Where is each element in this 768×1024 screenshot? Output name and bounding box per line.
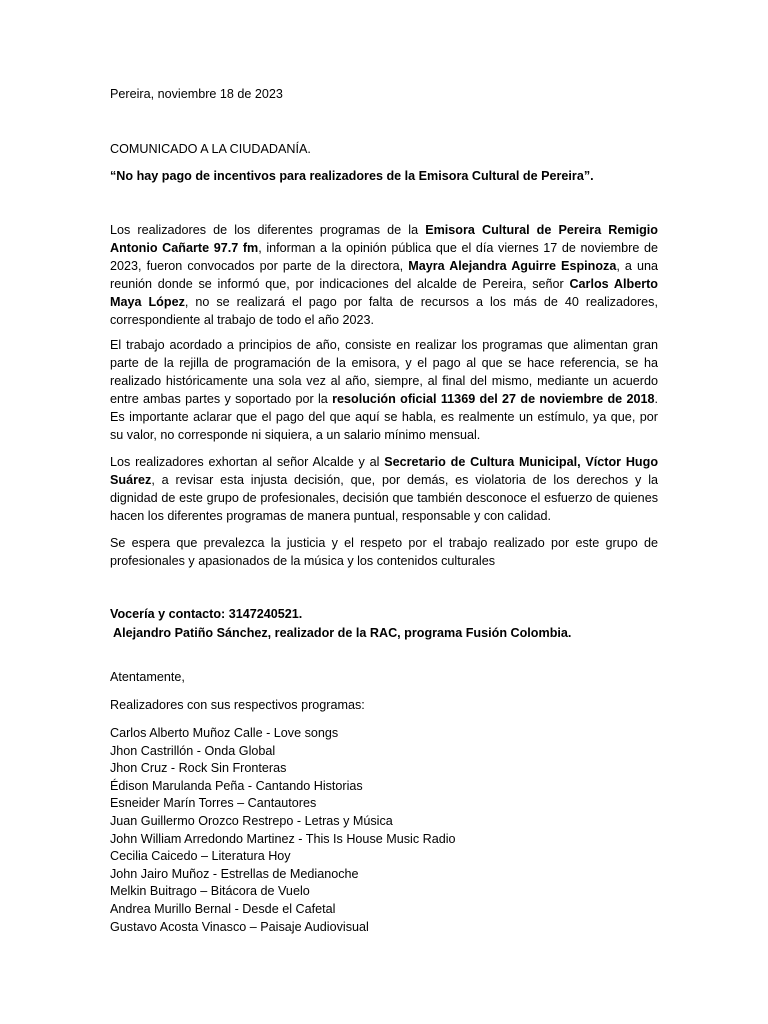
- list-item: Gustavo Acosta Vinasco – Paisaje Audiovisual: [110, 919, 369, 934]
- producer-list: [110, 725, 456, 936]
- list-intro: Realizadores con sus respectivos programas:: [110, 698, 365, 712]
- list-item: Andrea Murillo Bernal - Desde el Cafetal: [110, 901, 336, 916]
- date-line: Pereira, noviembre 18 de 2023: [110, 87, 283, 101]
- p1-text-1: Los realizadores de los diferentes programas de la: [110, 223, 426, 237]
- paragraph-4: Se espera que prevalezca la justicia y el respeto por el trabajo realizado por este grupo de profesionales y apasionados de la música y los contenidos culturales: [110, 536, 658, 568]
- contact-person: Alejandro Patiño Sánchez, realizador de la RAC, programa Fusión Colombia.: [110, 626, 572, 640]
- p3-bold-secretary: Secretario de Cultura Municipal, Víctor Hugo Suárez: [110, 455, 659, 487]
- list-item: Melkin Buitrago – Bitácora de Vuelo: [110, 884, 310, 899]
- contact-line-1: [110, 605, 658, 623]
- p1-bold-station: Emisora Cultural de Pereira Remigio Antonio Cañarte 97.7 fm: [110, 223, 658, 255]
- p2-text-2: . Es importante aclarar que el pago del que aquí se habla, es realmente un estímulo, ya que, por su valor, no corresponde ni siquiera, a un salario mínimo mensual.: [110, 392, 658, 442]
- p1-text-4: , no se realizará el pago por falta de recursos a los más de 40 realizadores, correspondiente al trabajo de todo el año 2023.: [110, 295, 658, 327]
- list-item: Jhon Cruz - Rock Sin Fronteras: [110, 761, 287, 776]
- subtitle-text: “No hay pago de incentivos para realizadores de la Emisora Cultural de Pereira”.: [110, 169, 594, 183]
- p1-bold-mayor: Carlos Alberto Maya López: [110, 277, 658, 309]
- list-item: Jhon Castrillón - Onda Global: [110, 743, 276, 758]
- contact-phone: Vocería y contacto: 3147240521.: [110, 607, 303, 621]
- p1-bold-director: Mayra Alejandra Aguirre Espinoza: [408, 259, 617, 273]
- document-subtitle: [110, 167, 658, 185]
- paragraph-3: [110, 453, 658, 525]
- closing: Atentamente,: [110, 670, 185, 684]
- list-item: John Jairo Muñoz - Estrellas de Medianoche: [110, 866, 359, 881]
- list-item: Juan Guillermo Orozco Restrepo - Letras y Música: [110, 813, 393, 828]
- paragraph-1: [110, 221, 658, 329]
- list-item: John William Arredondo Martinez - This Is House Music Radio: [110, 831, 456, 846]
- p1-text-3: , a una reunión donde se informó que, por indicaciones del alcalde de Pereira, señor: [110, 259, 658, 291]
- p3-text-1: Los realizadores exhortan al señor Alcalde y al: [110, 455, 385, 469]
- paragraph-2: [110, 336, 658, 444]
- p2-text-1: El trabajo acordado a principios de año, consiste en realizar los programas que alimentan gran parte de la rejilla de programación de la emisora, y el pago al que se hace referencia, se ha realizado históricamente una sola vez al año, siempre, al final del mismo, mediante un acuerdo entre ambas partes y soportado por la: [110, 338, 658, 406]
- document-heading: COMUNICADO A LA CIUDADANÍA.: [110, 142, 311, 156]
- list-item: Cecilia Caicedo – Literatura Hoy: [110, 849, 291, 864]
- p2-bold-resolution: resolución oficial 11369 del 27 de noviembre de 2018: [332, 392, 655, 406]
- contact-line-2: [110, 624, 658, 642]
- list-item: Édison Marulanda Peña - Cantando Historias: [110, 778, 363, 793]
- p3-text-2: , a revisar esta injusta decisión, que, por demás, es violatoria de los derechos y la dignidad de este grupo de profesionales, decisión que también desconoce el esfuerzo de quienes hacen los diferentes programas de manera puntual, responsable y con calidad.: [110, 473, 658, 523]
- list-item: Esneider Marín Torres – Cantautores: [110, 796, 317, 811]
- list-item: Carlos Alberto Muñoz Calle - Love songs: [110, 726, 339, 740]
- p1-text-2: , informan a la opinión pública que el día viernes 17 de noviembre de 2023, fueron convocados por parte de la directora,: [110, 241, 658, 273]
